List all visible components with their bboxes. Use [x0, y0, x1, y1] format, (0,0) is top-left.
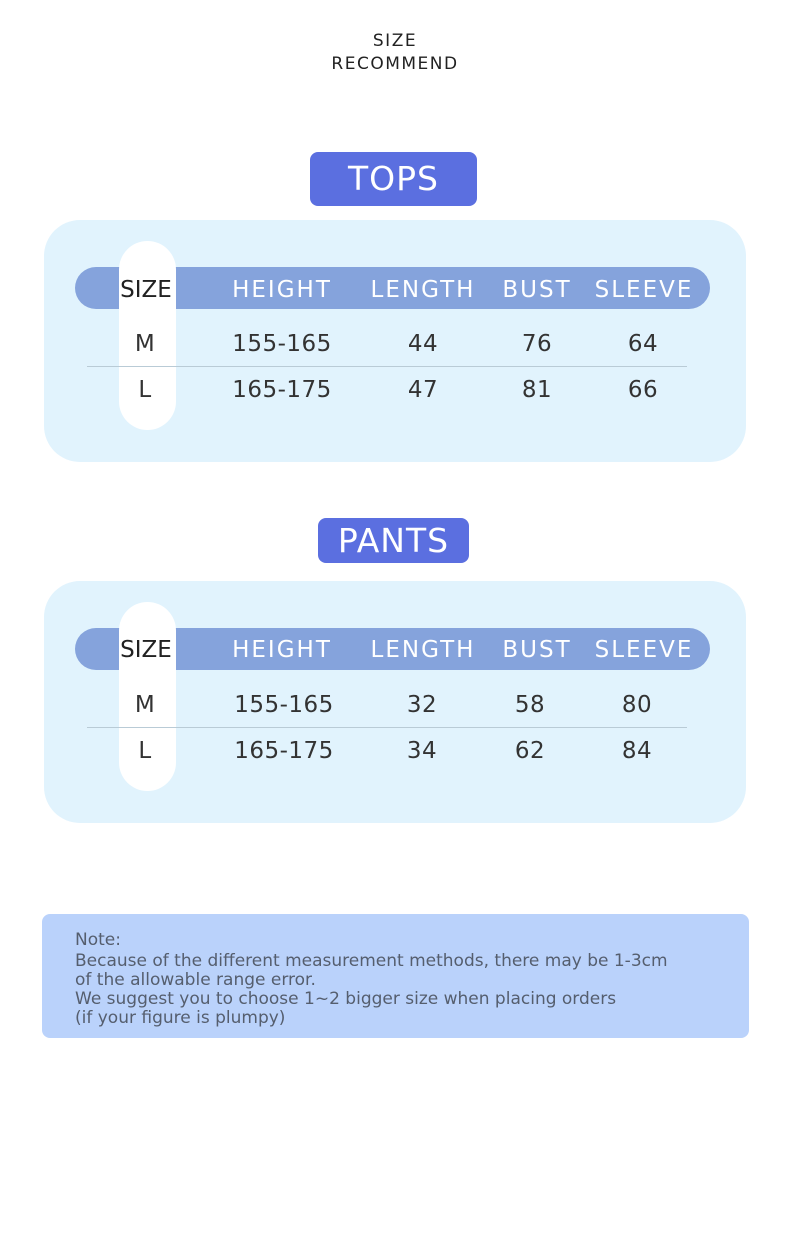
pants-row-l-sleeve: 84 — [621, 738, 653, 764]
tops-row-l-height: 165-175 — [232, 377, 332, 403]
pants-header-height: HEIGHT — [232, 637, 332, 663]
pants-row-m-height: 155-165 — [234, 692, 334, 718]
pants-row-m-bust: 58 — [514, 692, 546, 718]
note-line-1: Because of the different measurement methods, there may be 1-3cm — [75, 951, 668, 971]
tops-row-m-height: 155-165 — [232, 331, 332, 357]
tops-row-divider — [87, 366, 687, 367]
pants-row-divider — [87, 727, 687, 728]
pants-title: PANTS — [318, 518, 469, 563]
pants-row-l-length: 34 — [406, 738, 438, 764]
note-title: Note: — [75, 930, 121, 950]
note-line-3: We suggest you to choose 1~2 bigger size when placing orders — [75, 989, 617, 1009]
pants-row-l-height: 165-175 — [234, 738, 334, 764]
tops-row-l-length: 47 — [407, 377, 439, 403]
tops-row-l-bust: 81 — [521, 377, 553, 403]
pants-header-length: LENGTH — [370, 637, 476, 663]
tops-header-length: LENGTH — [370, 277, 476, 303]
pants-row-m-size: M — [134, 692, 156, 718]
page-heading — [0, 30, 790, 76]
tops-header-sleeve: SLEEVE — [594, 277, 694, 303]
pants-header-size: SIZE — [120, 637, 172, 663]
tops-title: TOPS — [310, 152, 477, 206]
tops-header-height: HEIGHT — [232, 277, 332, 303]
note-box — [42, 914, 749, 1038]
pants-row-l-bust: 62 — [514, 738, 546, 764]
tops-header-size: SIZE — [120, 277, 172, 303]
tops-row-m-length: 44 — [407, 331, 439, 357]
note-line-2: of the allowable range error. — [75, 970, 316, 990]
heading-line-size: SIZE — [372, 31, 418, 51]
tops-row-m-sleeve: 64 — [627, 331, 659, 357]
tops-row-l-size: L — [138, 377, 152, 403]
heading-line-recommend: RECOMMEND — [331, 54, 459, 74]
tops-row-l-sleeve: 66 — [627, 377, 659, 403]
pants-row-m-length: 32 — [406, 692, 438, 718]
tops-row-m-size: M — [134, 331, 156, 357]
pants-header-sleeve: SLEEVE — [594, 637, 694, 663]
tops-size-table — [44, 220, 746, 462]
note-line-4: (if your figure is plumpy) — [75, 1008, 286, 1028]
pants-row-l-size: L — [138, 738, 152, 764]
tops-row-m-bust: 76 — [521, 331, 553, 357]
pants-header-bust: BUST — [502, 637, 572, 663]
pants-size-table — [44, 581, 746, 823]
pants-row-m-sleeve: 80 — [621, 692, 653, 718]
tops-header-bust: BUST — [502, 277, 572, 303]
